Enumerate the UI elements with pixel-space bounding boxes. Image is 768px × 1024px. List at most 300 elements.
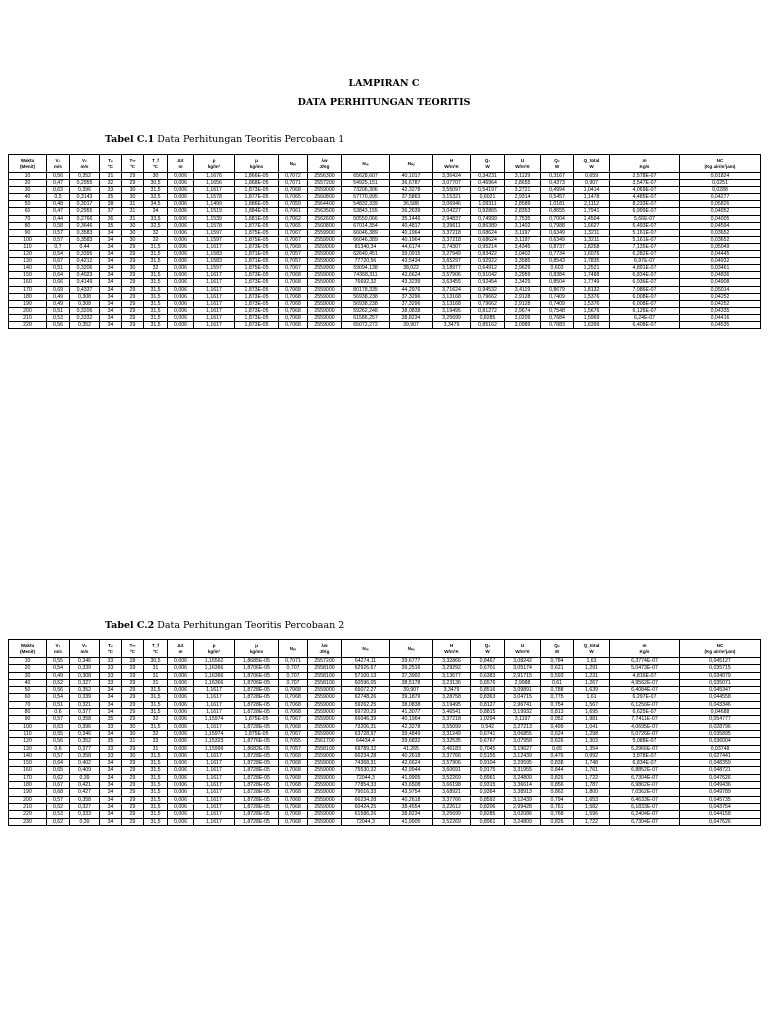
- table-row: [9, 293, 761, 300]
- table-cell: 1,8728E-05: [235, 796, 279, 803]
- table-cell: 0,8679: [541, 286, 574, 293]
- column-header-name: H: [449, 158, 454, 164]
- table-cell: 2,8589: [505, 201, 541, 208]
- table-cell: 3,24809: [505, 818, 541, 825]
- table-cell: 0,7057: [279, 251, 308, 258]
- table-cell: 7,135E-07: [610, 243, 680, 250]
- table-cell: 1,5376: [574, 293, 610, 300]
- table-cell: 30: [122, 194, 144, 201]
- table-cell: 2,91715: [505, 672, 541, 679]
- table-cell: 34: [100, 236, 122, 243]
- column-header: [279, 155, 308, 173]
- table-cell: 0,3017: [70, 201, 100, 208]
- table-cell: 1,8728E-05: [235, 709, 279, 716]
- table-cell: 2559000: [308, 286, 342, 293]
- table-cell: 6,625E-07: [610, 709, 680, 716]
- column-header: [574, 640, 610, 658]
- table-cell: 34: [100, 701, 122, 708]
- table-cell: 0,006: [168, 314, 194, 321]
- table-cell: 1,875E-05: [235, 236, 279, 243]
- table-cell: 81340,34: [342, 243, 390, 250]
- table-cell: 40,1017: [390, 173, 433, 180]
- table-cell: 210: [9, 803, 47, 810]
- table-cell: 0,006: [168, 187, 194, 194]
- table-row: [9, 811, 761, 818]
- table-cell: 39,0915: [390, 251, 433, 258]
- table-row: [9, 745, 761, 752]
- column-header: [471, 155, 505, 173]
- table-cell: 36: [100, 215, 122, 222]
- table-row: [9, 665, 761, 672]
- table-cell: 0,2766: [70, 215, 100, 222]
- table-cell: 1,8258: [574, 243, 610, 250]
- table-cell: 0,006: [168, 767, 194, 774]
- column-header: [610, 155, 680, 173]
- table-row: [9, 279, 761, 286]
- table-cell: 0,027441: [680, 752, 761, 759]
- table-cell: 0,62: [47, 818, 70, 825]
- table-cell: 7,086E-07: [610, 286, 680, 293]
- table-cell: 190: [9, 789, 47, 796]
- table-cell: 0,048721: [680, 767, 761, 774]
- table-cell: 0,006: [168, 723, 194, 730]
- table-cell: 0,006: [168, 300, 194, 307]
- column-header-name: V₂: [81, 158, 88, 164]
- table-cell: 31,5: [144, 803, 168, 810]
- column-header-name: Nᵣₑ: [362, 645, 369, 651]
- table-cell: 0,006: [168, 818, 194, 825]
- table-cell: 0,5: [47, 194, 70, 201]
- table-cell: 0,7734: [541, 251, 574, 258]
- table-cell: 2557200: [308, 180, 342, 187]
- table-cell: 0,006: [168, 716, 194, 723]
- table-cell: 2559900: [308, 265, 342, 272]
- table-cell: 3,60691: [433, 767, 471, 774]
- table-cell: 29: [122, 716, 144, 723]
- table-cell: 0,6: [47, 709, 70, 716]
- table-cell: 1,873E-05: [235, 300, 279, 307]
- table-cell: 6,008E-07: [610, 293, 680, 300]
- table-cell: 0,74999: [471, 215, 505, 222]
- table-cell: 0,65: [47, 767, 70, 774]
- column-header: [471, 640, 505, 658]
- table-cell: 6,126E-07: [610, 307, 680, 314]
- column-header: [610, 640, 680, 658]
- column-header-unit: m/s: [54, 648, 62, 654]
- table-cell: 0,047626: [680, 818, 761, 825]
- table-cell: 39,6777: [390, 658, 433, 665]
- table-row: [9, 222, 761, 229]
- table-row: [9, 173, 761, 180]
- table-cell: 230: [9, 818, 47, 825]
- table-cell: 1,873E-05: [235, 272, 279, 279]
- table-cell: 34: [100, 709, 122, 716]
- column-header-name: V₁: [55, 158, 61, 164]
- table-cell: 0,352: [70, 738, 100, 745]
- table-cell: 38,5178: [390, 679, 433, 686]
- column-header-unit: ºC: [153, 648, 158, 654]
- table-cell: 0,55: [47, 730, 70, 737]
- table-row: [9, 314, 761, 321]
- table-cell: 0,006: [168, 265, 194, 272]
- table-cell: 31,5: [144, 760, 168, 767]
- table-cell: 37: [100, 208, 122, 215]
- column-header-name: T_f: [152, 643, 159, 649]
- table-cell: 0,7068: [279, 774, 308, 781]
- table-cell: 0,86389: [471, 222, 505, 229]
- table-row: [9, 658, 761, 665]
- table-cell: 3,19627: [505, 745, 541, 752]
- table-cell: 1,875E-05: [235, 265, 279, 272]
- table-cell: 0,6021: [471, 194, 505, 201]
- table-cell: 3,27949: [433, 251, 471, 258]
- table-cell: 6,936E-07: [610, 279, 680, 286]
- table-cell: 20: [9, 180, 47, 187]
- table-cell: 0,7057: [279, 258, 308, 265]
- table-cell: 200: [9, 307, 47, 314]
- table-cell: 0,006: [168, 782, 194, 789]
- table-cell: 34: [100, 258, 122, 265]
- table-cell: 62640,451: [342, 251, 390, 258]
- table-cell: 0,006: [168, 194, 194, 201]
- table-cell: 0,54: [47, 665, 70, 672]
- column-header: [541, 155, 574, 173]
- table-cell: 0,03652: [680, 229, 761, 236]
- table-cell: 0,346: [70, 730, 100, 737]
- table-cell: 30: [144, 173, 168, 180]
- table-cell: 0,7055: [279, 738, 308, 745]
- table-cell: 0,4149: [70, 279, 100, 286]
- table-cell: 34: [144, 208, 168, 215]
- column-header-name: Nₙᵤ: [407, 160, 415, 166]
- table-cell: 59262,248: [342, 307, 390, 314]
- table-cell: 3,37218: [433, 716, 471, 723]
- table-cell: 31,5: [144, 321, 168, 328]
- table-cell: 1,873E-05: [235, 286, 279, 293]
- table-cell: 0,006: [168, 803, 194, 810]
- table-cell: 29: [122, 687, 144, 694]
- table-cell: 3,1129: [505, 173, 541, 180]
- table-cell: 0,9104: [471, 760, 505, 767]
- table-cell: 5,161E-07: [610, 236, 680, 243]
- column-header: [9, 155, 47, 173]
- table-cell: 2,8655: [505, 180, 541, 187]
- table-cell: 31,5: [144, 272, 168, 279]
- table-cell: 65628,607: [342, 173, 390, 180]
- column-header: [680, 155, 761, 173]
- table-cell: 69789,32: [342, 745, 390, 752]
- table-cell: 34: [100, 293, 122, 300]
- table-cell: 0,7068: [279, 307, 308, 314]
- table-cell: 0,51: [47, 265, 70, 272]
- column-header: [574, 155, 610, 173]
- table-cell: 0,4373: [541, 180, 574, 187]
- table-cell: 0,006: [168, 701, 194, 708]
- table-cell: 0,7883: [541, 321, 574, 328]
- table-cell: 2559900: [308, 236, 342, 243]
- table-cell: 1,596: [574, 811, 610, 818]
- table-cell: 0,427: [70, 789, 100, 796]
- table-cell: 2563500: [308, 208, 342, 215]
- table-cell: 0,53: [47, 314, 70, 321]
- table-cell: 3,3429: [505, 279, 541, 286]
- table-cell: 1,6399: [574, 321, 610, 328]
- table-row: [9, 687, 761, 694]
- column-header: [390, 155, 433, 173]
- column-header-name: Q₂: [554, 158, 560, 164]
- table-row: [9, 243, 761, 250]
- column-header-name: Waktu: [20, 643, 35, 649]
- table-cell: 3,25699: [433, 314, 471, 321]
- table-cell: 31,5: [144, 251, 168, 258]
- table-cell: 1,1617: [194, 321, 235, 328]
- table-cell: 0,7068: [279, 187, 308, 194]
- table-cell: 40: [9, 679, 47, 686]
- table-cell: 29: [122, 679, 144, 686]
- table-cell: 6,9862E-07: [610, 782, 680, 789]
- table-cell: 3,57906: [433, 760, 471, 767]
- table-cell: 3,39611: [433, 222, 471, 229]
- table-cell: 29: [122, 672, 144, 679]
- table-cell: 100: [9, 723, 47, 730]
- table-cell: 34: [100, 811, 122, 818]
- table-cell: 74368,31: [342, 760, 390, 767]
- table-cell: 0,006: [168, 730, 194, 737]
- column-header-unit: Kg/s: [639, 648, 650, 654]
- table-cell: 1,7749: [574, 279, 610, 286]
- table-cell: 0,5457: [541, 194, 574, 201]
- table-cell: 31,5: [144, 767, 168, 774]
- table-cell: 31,5: [144, 752, 168, 759]
- table-cell: 6,97E-07: [610, 258, 680, 265]
- table-cell: 0,9175: [471, 767, 505, 774]
- table-cell: 29: [122, 321, 144, 328]
- table-cell: 3,29292: [433, 665, 471, 672]
- table-cell: 0,8285: [471, 811, 505, 818]
- table-cell: 1,8728E-05: [235, 811, 279, 818]
- table-cell: 160: [9, 279, 47, 286]
- table-cell: 1,639: [574, 687, 610, 694]
- column-header: [433, 640, 471, 658]
- table-cell: 0,044158: [680, 811, 761, 818]
- table-cell: 0,34231: [471, 173, 505, 180]
- table-cell: 1,787: [574, 782, 610, 789]
- table-cell: 200: [9, 796, 47, 803]
- table-cell: 1,582: [574, 803, 610, 810]
- table-cell: 60424,25: [342, 803, 390, 810]
- table-cell: 50: [9, 201, 47, 208]
- column-header-name: NC: [716, 158, 724, 164]
- table-cell: 32: [144, 730, 168, 737]
- table-cell: 29: [122, 767, 144, 774]
- table-cell: 0,321: [70, 701, 100, 708]
- table-cell: 0,7068: [279, 796, 308, 803]
- column-header-unit: kg/m³: [207, 648, 221, 654]
- table-cell: 3,07707: [433, 180, 471, 187]
- table-cell: 0,7067: [279, 229, 308, 236]
- table-cell: 0,006: [168, 307, 194, 314]
- table-cell: 210: [9, 314, 47, 321]
- table-cell: 30: [9, 187, 47, 194]
- table-cell: 220: [9, 811, 47, 818]
- table-cell: 40,1964: [390, 716, 433, 723]
- table-cell: 0,8543: [541, 258, 574, 265]
- table-cell: 0,0288: [680, 187, 761, 194]
- column-header-unit: (Kg air/m²jam): [704, 163, 736, 169]
- column-header-unit: (Kg air/m²jam): [704, 648, 736, 654]
- table-cell: 1,3211: [574, 236, 610, 243]
- table-cell: 61586,26: [342, 811, 390, 818]
- table-cell: 3,1197: [505, 716, 541, 723]
- table-cell: 0,036004: [680, 738, 761, 745]
- table-cell: 2,9314: [505, 194, 541, 201]
- column-header: [70, 640, 100, 658]
- table-cell: 3,32866: [433, 658, 471, 665]
- table-cell: 0,47: [47, 208, 70, 215]
- table-cell: 2559000: [308, 789, 342, 796]
- table-row: [9, 782, 761, 789]
- table-cell: 1,873E-05: [235, 314, 279, 321]
- table-cell: 32: [144, 265, 168, 272]
- table-cell: 65072,272: [342, 321, 390, 328]
- table-cell: 0,57: [47, 229, 70, 236]
- table-cell: 2558100: [308, 679, 342, 686]
- table-cell: 1,875E-05: [235, 716, 279, 723]
- table-cell: 1,3211: [574, 229, 610, 236]
- table-cell: 2,7535: [505, 215, 541, 222]
- table-cell: 4,485E-07: [610, 194, 680, 201]
- table-cell: 0,5155: [471, 752, 505, 759]
- table-cell: 0,8592: [471, 796, 505, 803]
- table-cell: 33: [100, 723, 122, 730]
- table-cell: 1,8728E-05: [235, 760, 279, 767]
- table-cell: 5,0726E-07: [610, 730, 680, 737]
- table-cell: 1,4504: [574, 215, 610, 222]
- table-cell: 1,15974: [194, 716, 235, 723]
- table-cell: 0,52: [47, 679, 70, 686]
- table-cell: 1,1617: [194, 774, 235, 781]
- column-header-name: λw: [321, 643, 328, 649]
- table-cell: 0,91042: [471, 272, 505, 279]
- table-cell: 1,8728E-05: [235, 767, 279, 774]
- table-cell: 1,1617: [194, 307, 235, 314]
- table-cell: 0,54: [47, 694, 70, 701]
- table-cell: 34: [100, 314, 122, 321]
- table-cell: 0,308: [70, 672, 100, 679]
- table-cell: 35: [100, 194, 122, 201]
- table-cell: 38,022: [390, 265, 433, 272]
- table-cell: 29: [122, 243, 144, 250]
- table-row: [9, 767, 761, 774]
- table-cell: 1,8776E-05: [235, 738, 279, 745]
- column-header-unit: m/s: [80, 648, 89, 654]
- table-cell: 3,19495: [433, 701, 471, 708]
- column-header: [168, 155, 194, 173]
- table-cell: 0,3143: [70, 194, 100, 201]
- column-header-unit: W/m²K: [515, 648, 530, 654]
- table-cell: 33: [100, 752, 122, 759]
- table-cell: 0,8384: [541, 272, 574, 279]
- table-caption-text: Data Perhitungan Teoritis Percobaan 1: [157, 134, 345, 145]
- table-cell: 0,421: [70, 782, 100, 789]
- table-cell: 0,92865: [471, 208, 505, 215]
- table-cell: 0,8961: [471, 818, 505, 825]
- table-cell: 0,028796: [680, 723, 761, 730]
- table-cell: 0,006: [168, 694, 194, 701]
- column-header-unit: kg/ms: [249, 163, 264, 169]
- table-row: [9, 265, 761, 272]
- table-cell: 3,3585: [505, 258, 541, 265]
- table-cell: 2559000: [308, 752, 342, 759]
- table-cell: 2559000: [308, 811, 342, 818]
- column-header-unit: J/Kg: [319, 163, 330, 169]
- table-cell: 2559000: [308, 774, 342, 781]
- table-cell: 34: [100, 300, 122, 307]
- table-cell: 29: [122, 803, 144, 810]
- table-cell: 0,7067: [279, 236, 308, 243]
- table-cell: 0,006: [168, 215, 194, 222]
- table-cell: 0,377: [70, 709, 100, 716]
- table-cell: 1,8728E-05: [235, 752, 279, 759]
- table-row: [9, 208, 761, 215]
- table-cell: 3,1402: [505, 222, 541, 229]
- table-row: [9, 796, 761, 803]
- column-header: [100, 640, 122, 658]
- table-cell: 31: [144, 672, 168, 679]
- table-cell: 2558100: [308, 745, 342, 752]
- table-cell: 3,55097: [433, 187, 471, 194]
- table-cell: 0,844: [541, 767, 574, 774]
- table-cell: 7,7411E-07: [610, 716, 680, 723]
- table-cell: 37,3902: [390, 672, 433, 679]
- table-cell: 42,6624: [390, 760, 433, 767]
- table-cell: 2,99428: [505, 803, 541, 810]
- table-cell: 33: [100, 745, 122, 752]
- table-cell: 0,63: [47, 187, 70, 194]
- table-cell: 1,875E-05: [235, 229, 279, 236]
- table-cell: 0,006: [168, 672, 194, 679]
- table-cell: 2559000: [308, 314, 342, 321]
- table-cell: 1,1617: [194, 723, 235, 730]
- table-cell: 1,871E-05: [235, 258, 279, 265]
- table-cell: 3,4119: [505, 286, 541, 293]
- table-cell: 0,56: [47, 738, 70, 745]
- table-cell: 32: [144, 716, 168, 723]
- table-cell: 3,37766: [433, 752, 471, 759]
- table-cell: 3,27213: [505, 723, 541, 730]
- table-cell: 35: [100, 222, 122, 229]
- table-cell: 0,04535: [680, 321, 761, 328]
- table-cell: 3,13168: [433, 293, 471, 300]
- table-cell: 0,006: [168, 752, 194, 759]
- table-cell: 38: [100, 201, 122, 208]
- table-cell: 42,3278: [390, 723, 433, 730]
- table-cell: 0,499: [541, 723, 574, 730]
- table-cell: 0,035715: [680, 665, 761, 672]
- table-cell: 3,2959: [505, 272, 541, 279]
- table-cell: 0,006: [168, 258, 194, 265]
- column-header-name: Nᵣₑ: [362, 160, 369, 166]
- table-cell: 1,0181: [541, 201, 574, 208]
- table-cell: 1,761: [574, 767, 610, 774]
- column-header-unit: kg/m³: [207, 163, 221, 169]
- header-row: [9, 155, 761, 173]
- column-header-name: m: [642, 158, 647, 164]
- table-cell: 40,2618: [390, 752, 433, 759]
- table-cell: 0,707: [279, 665, 308, 672]
- table-cell: 1,1617: [194, 187, 235, 194]
- table-cell: 32,5: [144, 222, 168, 229]
